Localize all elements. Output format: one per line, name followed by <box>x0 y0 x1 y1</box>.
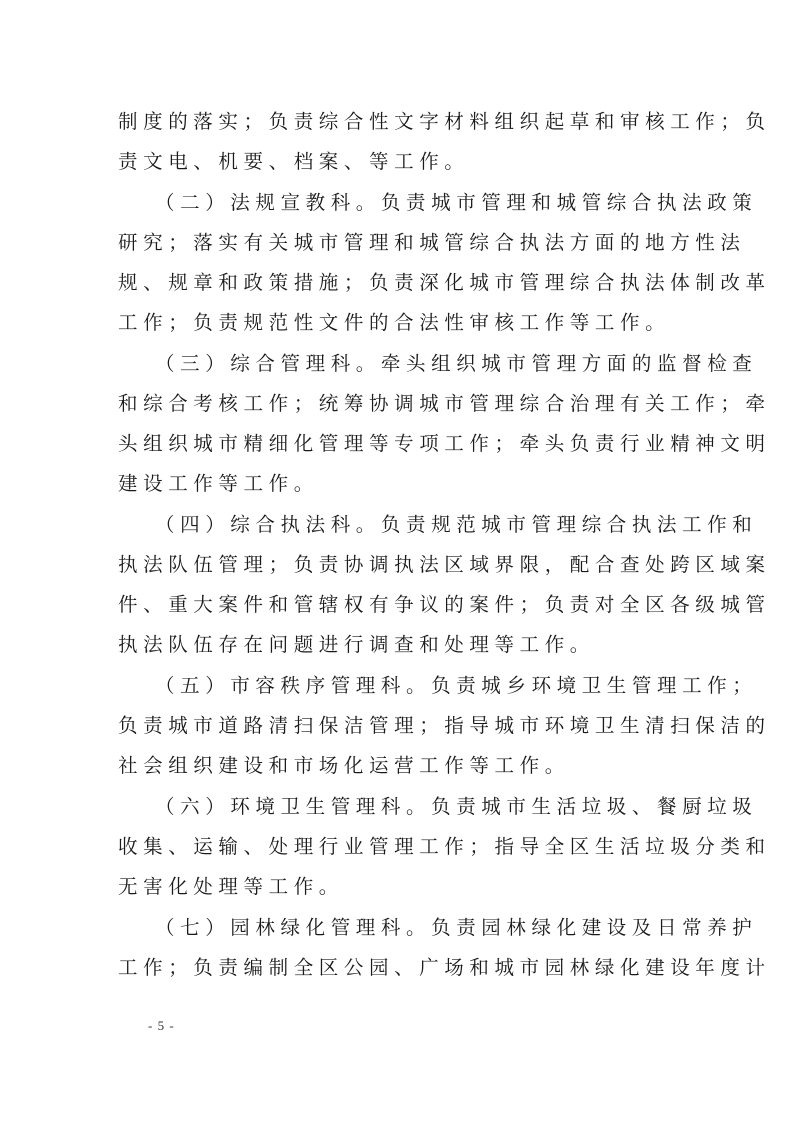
section-heading-line: （五）市容秩序管理科。负责城乡环境卫生管理工作； <box>155 674 758 697</box>
text-line: 头组织城市精细化管理等专项工作；牵头负责行业精神文明 <box>118 432 771 455</box>
text-line: 建设工作等工作。 <box>118 472 319 495</box>
text-line: 规、规章和政策措施；负责深化城市管理综合执法体制改革 <box>118 271 771 294</box>
text-line: 执法队伍管理；负责协调执法区域界限，配合查处跨区域案 <box>118 553 771 576</box>
text-line: 负责城市道路清扫保洁管理；指导城市环境卫生清扫保洁的 <box>118 714 771 737</box>
section-heading-line: （二）法规宣教科。负责城市管理和城管综合执法政策 <box>155 191 758 214</box>
text-line: 工作；负责规范性文件的合法性审核工作等工作。 <box>118 311 671 334</box>
text-line: 制度的落实；负责综合性文字材料组织起草和审核工作；负 <box>118 110 771 133</box>
section-heading-line: （六）环境卫生管理科。负责城市生活垃圾、餐厨垃圾 <box>155 795 758 818</box>
page-number: - 5 - <box>148 1018 175 1033</box>
text-line: 件、重大案件和管辖权有争议的案件；负责对全区各级城管 <box>118 593 771 616</box>
text-line: 和综合考核工作；统筹协调城市管理综合治理有关工作；牵 <box>118 392 771 415</box>
text-line: 执法队伍存在问题进行调查和处理等工作。 <box>118 633 595 656</box>
section-heading-line: （四）综合执法科。负责规范城市管理综合执法工作和 <box>155 513 758 536</box>
text-line: 工作；负责编制全区公园、广场和城市园林绿化建设年度计 <box>118 956 771 979</box>
text-line: 社会组织建设和市场化运营工作等工作。 <box>118 754 570 777</box>
section-heading-line: （七）园林绿化管理科。负责园林绿化建设及日常养护 <box>155 916 758 939</box>
text-line: 无害化处理等工作。 <box>118 875 344 898</box>
section-heading-line: （三）综合管理科。牵头组织城市管理方面的监督检查 <box>155 352 758 375</box>
text-line: 研究；落实有关城市管理和城管综合执法方面的地方性法 <box>118 231 746 254</box>
text-line: 收集、运输、处理行业管理工作；指导全区生活垃圾分类和 <box>118 835 771 858</box>
text-line: 责文电、机要、档案、等工作。 <box>118 150 470 173</box>
